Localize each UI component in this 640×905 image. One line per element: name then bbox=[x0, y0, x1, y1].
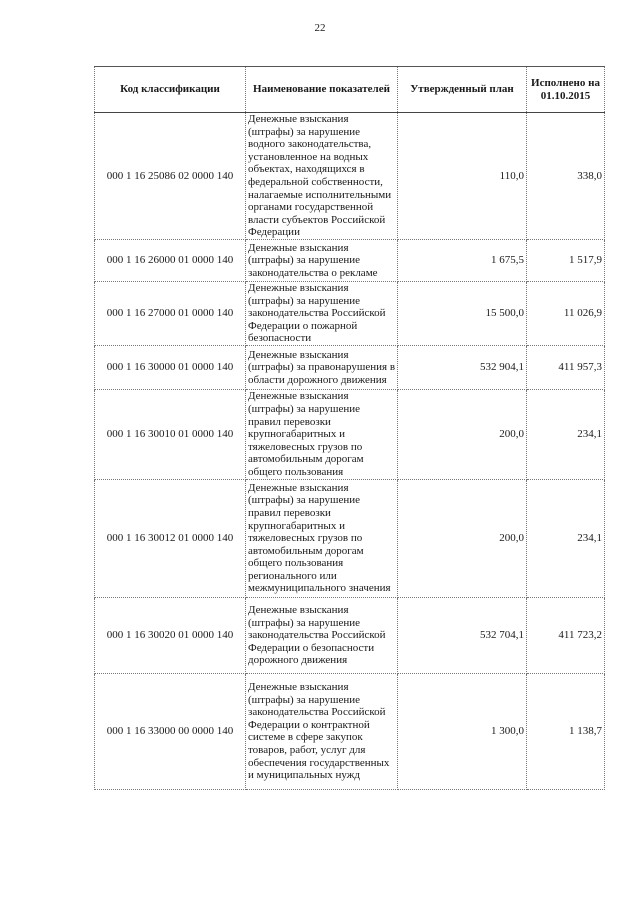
header-plan: Утвержденный план bbox=[398, 67, 527, 113]
row-plan: 1 300,0 bbox=[398, 673, 527, 789]
budget-table bbox=[94, 66, 605, 790]
row-plan: 15 500,0 bbox=[398, 281, 527, 345]
header-row bbox=[95, 67, 605, 113]
row-done: 411 723,2 bbox=[527, 597, 605, 673]
row-name: Денежные взыскания (штрафы) за нарушение законодательства Российской Федерации о контрактной системе в сфере закупок товаров, работ, услуг для обеспечения государственных и муниципальных нужд bbox=[246, 673, 398, 789]
row-code: 000 1 16 26000 01 0000 140 bbox=[95, 239, 246, 281]
row-done: 338,0 bbox=[527, 113, 605, 240]
table-row bbox=[95, 597, 605, 673]
table-row bbox=[95, 479, 605, 597]
table-body bbox=[95, 113, 605, 790]
row-code: 000 1 16 25086 02 0000 140 bbox=[95, 113, 246, 240]
row-plan: 532 904,1 bbox=[398, 345, 527, 389]
table-row bbox=[95, 345, 605, 389]
row-name: Денежные взыскания (штрафы) за нарушение правил перевозки крупногабаритных и тяжеловесных грузов по автомобильным дорогам общего пользования регионального или межмуниципального значения bbox=[246, 479, 398, 597]
table-row bbox=[95, 281, 605, 345]
row-done: 1 517,9 bbox=[527, 239, 605, 281]
header-code: Код классификации bbox=[95, 67, 246, 113]
row-name: Денежные взыскания (штрафы) за нарушение водного законодательства, установленное на водных объектах, находящихся в федеральной собственности, налагаемые исполнительными органами государственной власти субъектов Российской Федерации bbox=[246, 113, 398, 240]
row-done: 1 138,7 bbox=[527, 673, 605, 789]
row-done: 234,1 bbox=[527, 389, 605, 479]
table-row bbox=[95, 113, 605, 240]
row-name: Денежные взыскания (штрафы) за нарушение правил перевозки крупногабаритных и тяжеловесных грузов по автомобильным дорогам общего пользования bbox=[246, 389, 398, 479]
row-name: Денежные взыскания (штрафы) за нарушение законодательства Российской Федерации о пожарной безопасности bbox=[246, 281, 398, 345]
row-name: Денежные взыскания (штрафы) за правонарушения в области дорожного движения bbox=[246, 345, 398, 389]
table-row bbox=[95, 389, 605, 479]
row-plan: 532 704,1 bbox=[398, 597, 527, 673]
row-code: 000 1 16 30020 01 0000 140 bbox=[95, 597, 246, 673]
row-plan: 200,0 bbox=[398, 479, 527, 597]
header-done: Исполнено на 01.10.2015 bbox=[527, 67, 605, 113]
table-row bbox=[95, 239, 605, 281]
table-header bbox=[95, 67, 605, 113]
row-code: 000 1 16 30012 01 0000 140 bbox=[95, 479, 246, 597]
row-code: 000 1 16 30000 01 0000 140 bbox=[95, 345, 246, 389]
table-row bbox=[95, 673, 605, 789]
row-code: 000 1 16 27000 01 0000 140 bbox=[95, 281, 246, 345]
row-done: 411 957,3 bbox=[527, 345, 605, 389]
row-plan: 1 675,5 bbox=[398, 239, 527, 281]
row-plan: 200,0 bbox=[398, 389, 527, 479]
row-done: 11 026,9 bbox=[527, 281, 605, 345]
row-done: 234,1 bbox=[527, 479, 605, 597]
row-name: Денежные взыскания (штрафы) за нарушение законодательства Российской Федерации о безопасности дорожного движения bbox=[246, 597, 398, 673]
header-name: Наименование показателей bbox=[246, 67, 398, 113]
row-plan: 110,0 bbox=[398, 113, 527, 240]
row-code: 000 1 16 33000 00 0000 140 bbox=[95, 673, 246, 789]
row-code: 000 1 16 30010 01 0000 140 bbox=[95, 389, 246, 479]
row-name: Денежные взыскания (штрафы) за нарушение законодательства о рекламе bbox=[246, 239, 398, 281]
page-number: 22 bbox=[314, 22, 326, 34]
